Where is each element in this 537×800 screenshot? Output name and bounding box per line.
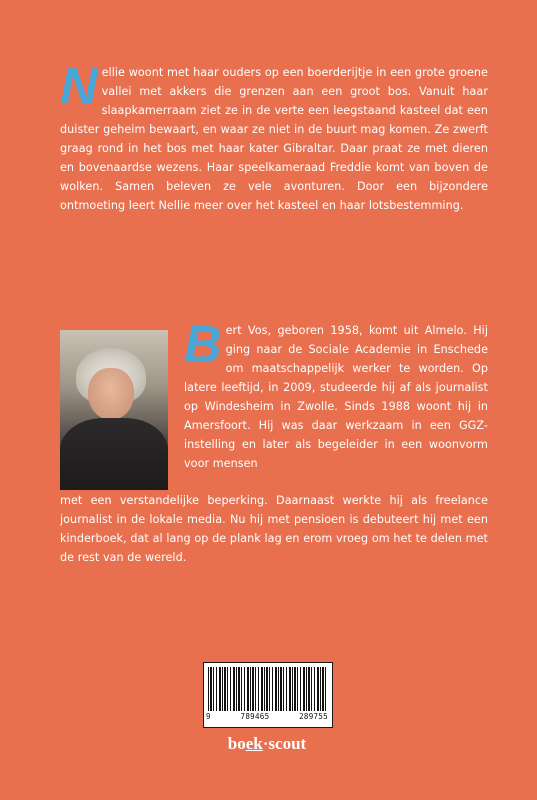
barcode-digit-group: 789465: [240, 712, 270, 721]
author-bio-continuation: [60, 491, 488, 567]
barcode-digit-group: 289755: [299, 712, 328, 721]
barcode-digits: [206, 712, 328, 721]
publisher-logo: boek·scout: [227, 734, 307, 753]
barcode-digit-group: 9: [206, 712, 211, 721]
blurb-dropcap: N: [60, 58, 98, 116]
isbn-barcode: [203, 662, 333, 728]
author-bio-paragraph: [184, 316, 488, 473]
author-bio-text-top: ert Vos, geboren 1958, komt uit Almelo. Hij ging naar de Sociale Academie in Enschede om maatschappelijk werker te worden. Op latere leeftijd, in 2009, studeerde hij af als journalist op Windesheim in Zwolle. Sinds 1988 woont hij in Amersfoort. Hij was daar werkzaam in een GGZ-instelling en later als begeleider in een woonvorm voor mensen: [184, 324, 488, 470]
blurb-paragraph: [60, 58, 488, 215]
author-bio-text-bottom: met een verstandelijke beperking. Daarnaast werkte hij als freelance journalist in de lokale media. Nu hij met pensioen is debuteert hij met een kinderboek, dat al lang op de plank lag en erom vroeg om het te delen met de rest van de wereld.: [60, 494, 488, 564]
author-photo: [60, 330, 168, 490]
author-bio-dropcap: B: [184, 316, 222, 374]
blurb-text: ellie woont met haar ouders op een boerderijtje in een grote groene vallei met akkers die grenzen aan een groot bos. Vanuit haar slaapkamerraam ziet ze in de verte een leegstaand kasteel dat een duister geheim bewaart, en waar ze niet in de buurt mag komen. Ze zwerft graag rond in het bos met haar kater Gibraltar. Daar praat ze met dieren en bovenaardse wezens. Haar speelkameraad Freddie komt van boven de wolken. Samen beleven ze vele avonturen. Door een bijzondere ontmoeting leert Nellie meer over het kasteel en haar lotsbestemming.: [60, 66, 488, 212]
barcode-bars: [208, 667, 326, 711]
